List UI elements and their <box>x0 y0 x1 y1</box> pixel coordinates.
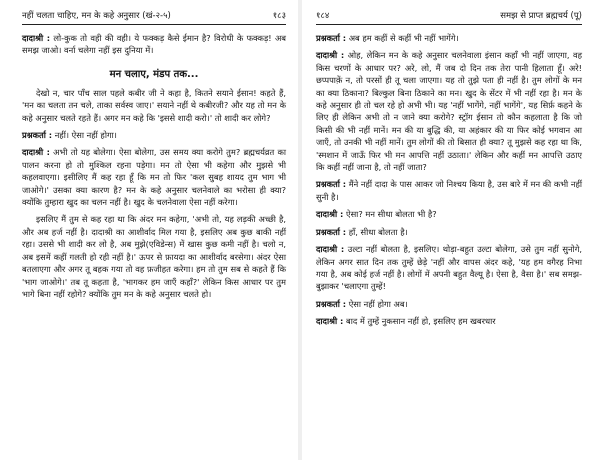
speaker-label: दादाश्री : <box>316 209 344 220</box>
speaker-label: दादाश्री : <box>316 50 345 61</box>
speaker-label: दादाश्री : <box>22 33 51 43</box>
paragraph-text: बाद में तुम्हें नुकसान नहीं हो, इसलिए हम खबरधार <box>345 316 496 327</box>
paragraph <box>316 49 582 173</box>
speaker-label: प्रश्नकर्ता : <box>316 179 347 190</box>
running-title: समझ से प्राप्त ब्रह्मचर्य (पू) <box>500 11 582 21</box>
paragraph <box>316 315 582 327</box>
left-page <box>0 0 296 460</box>
paragraph-text: मैंने नहीं दादा के पास आकर जो निश्चय किया है, उस बारे में मन की कभी नहीं सुनी है। <box>316 179 582 202</box>
paragraph <box>22 32 286 57</box>
right-page <box>304 0 600 460</box>
speaker-label: दादाश्री : <box>316 316 344 327</box>
section-heading: मन चलाए, मंडप तक... <box>109 68 199 80</box>
paragraph-text: उल्टा नहीं बोलता है, इसलिए। थोड़ा-बहुत उल्टा बोलेगा, उसे तुम नहीं सुनोगे, लेकिन अगर सात दिन तक तुम्हें छेड़े 'नहीं और वापस अंदर कहे, 'यह हम वगैरह निभा गया है, अब कोई हर्ज नहीं है। लोगों में अपनी बहुत वैल्यू है। ऐसा है, वैसा है।' सब समझ-बुझाकर 'चलाएगा तुम्हें! <box>316 244 583 292</box>
paragraph <box>316 298 582 310</box>
paragraph-text: लो-कुक तो वही की वही। ये फक्कड़ कैसे ईमान है? विरोधी के फक्कड़! अब समझ जाओ। वर्ना चलेगा नहीं इस दुनिया में। <box>22 33 287 56</box>
page-number: १८४ <box>316 11 330 21</box>
paragraph <box>22 146 286 208</box>
speaker-label: प्रश्नकर्ता : <box>316 298 347 309</box>
running-title: नहीं चलता चाहिए, मन के कहे अनुसार (खं-२-५) <box>22 11 171 21</box>
speaker-label: प्रश्नकर्ता : <box>316 226 347 237</box>
paragraph-text: ऐसा? मन सीधा बोलता भी है? <box>345 209 437 220</box>
paragraph: इसलिए मैं तुम से कह रहा था कि अंदर मन कहेगा, 'अभी तो, यह लड़की अच्छी है, और अब हर्ज नहीं है। दादाश्री का आशीर्वाद मिल गया है, इसलिए अब कुछ बाकी नहीं रहा। उससे भी शादी कर लो है, अब मुझे(एविडेन्स) में खास कुछ कमी नहीं है। चलो न, अब इसमें कहीं गलती हो रही नहीं है।' ऊपर से फ़ायदा का आशीर्वाद बरसेगा। अंदर ऐसा बतलाएगा और अगर तू बहक गया तो वह फ़जीहत करेगा। हम तो तुम सब से कहते हैं कि 'भाग जाओगे।' तब तू कहता है, 'भागकर हम जाएँ कहाँ?' लेकिन किस आधार पर तुम भागे बिना नहीं रहोगे? क्योंकि तुम मन के कहे अनुसार चलते हो। <box>22 214 286 299</box>
paragraph <box>316 208 582 220</box>
paragraph <box>316 243 582 293</box>
paragraph <box>316 226 582 238</box>
paragraph <box>22 129 286 141</box>
speaker-label: प्रश्नकर्ता : <box>22 130 53 141</box>
page-number: १८३ <box>272 11 286 21</box>
paragraph-text: अब हम कहीं से कहीं भी नहीं भागेंगे। <box>348 33 459 43</box>
paragraph <box>316 32 582 44</box>
paragraph <box>316 178 582 203</box>
paragraph-text: ऐसा नहीं होगा अब। <box>348 298 408 309</box>
speaker-label: दादाश्री : <box>22 147 50 158</box>
speaker-label: प्रश्नकर्ता : <box>316 33 347 43</box>
page-header <box>316 10 582 25</box>
paragraph-text: अभी तो यह बोलेगा। ऐसा बोलेगा, उस समय क्या करोगे तुम? ब्रह्मचर्यव्रत का पालन करना हो तो मुश्किल रहना पड़ेगा। मन तो ऐसा भी कहेगा और मुझसे भी कहलवाएगा। इसीलिए मैं कह रहा हूँ कि मन तो फिर 'कल सुबह शायद तुम भाग भी जाओगे।' उसका क्या कारण है? मन के कहे अनुसार चलनेवाले का भरोसा ही क्या? क्योंकि तुम्हारा खुद का चलन नहीं है। खुद के चलनेवाला ऐसा नहीं करेगा। <box>22 147 287 208</box>
speaker-label: दादाश्री : <box>316 244 345 255</box>
page-header <box>22 10 286 25</box>
paragraph-text: ओह, लेकिन मन के कहे अनुसार चलनेवाला इंसान कहाँ भी नहीं जाएगा, वह किस चरणों के आधार पर? अरे, लो, मैं जब दो दिन तक तेरा पानी हिलाता हूँ। अरे! छप्पपाक़ें न, तो परसों ही तू चला जाएगा। यह तो तुझे पता ही नहीं है। तुम लोगों के मन का क्या ठिकाना? बिल्कुल बिना ठिकाने का मन। खुद के सेंटर में भी नहीं रहा है। मन के कहे अनुसार ही तो चल रहे हो अभी भी। यह 'नहीं भागेंगे, नहीं भागेंगे', यह सिर्फ़ कहने के लिए ही लेकिन अभी तो न जाने क्या करोगे? स्ट्रॉग ईसान तो कौन कहलाता है कि जो किसी की भी नहीं मानें। मन की या बुद्धि की, या अहंकार की या फिर कोई भगवान आ जाएँ, तो उनकी भी नहीं मानें। तुम लोगों की तो बिसात ही क्या? तू मुझसे कह रहा था कि, 'स्मशान में जाऊँ फिर भी मन आपत्ति नहीं उठाता।' लेकिन और कहीं मन आपत्ति उठाए कि कहीं नहीं जाना है, तो नहीं जाता? <box>316 50 582 173</box>
paragraph-text: नहीं। ऐसा नहीं होगा। <box>54 130 117 141</box>
page-gutter <box>298 0 302 460</box>
paragraph: देखो न, चार पाँच साल पहले कबीर जी ने कहा है, कितने सयाने ईसान! कहते हैं, 'मन का चलता तन चले, ताका सर्वस्व जाए।' सयाने नहीं थे कबीरजी? और यह तो मन के कहे अनुसार चलते रहते हैं। अगर मन कहे कि 'इससे शादी करो।' तो शादी कर लोगे? <box>22 87 286 123</box>
paragraph-text: हाँ, सीधा बोलता है। <box>348 226 408 237</box>
